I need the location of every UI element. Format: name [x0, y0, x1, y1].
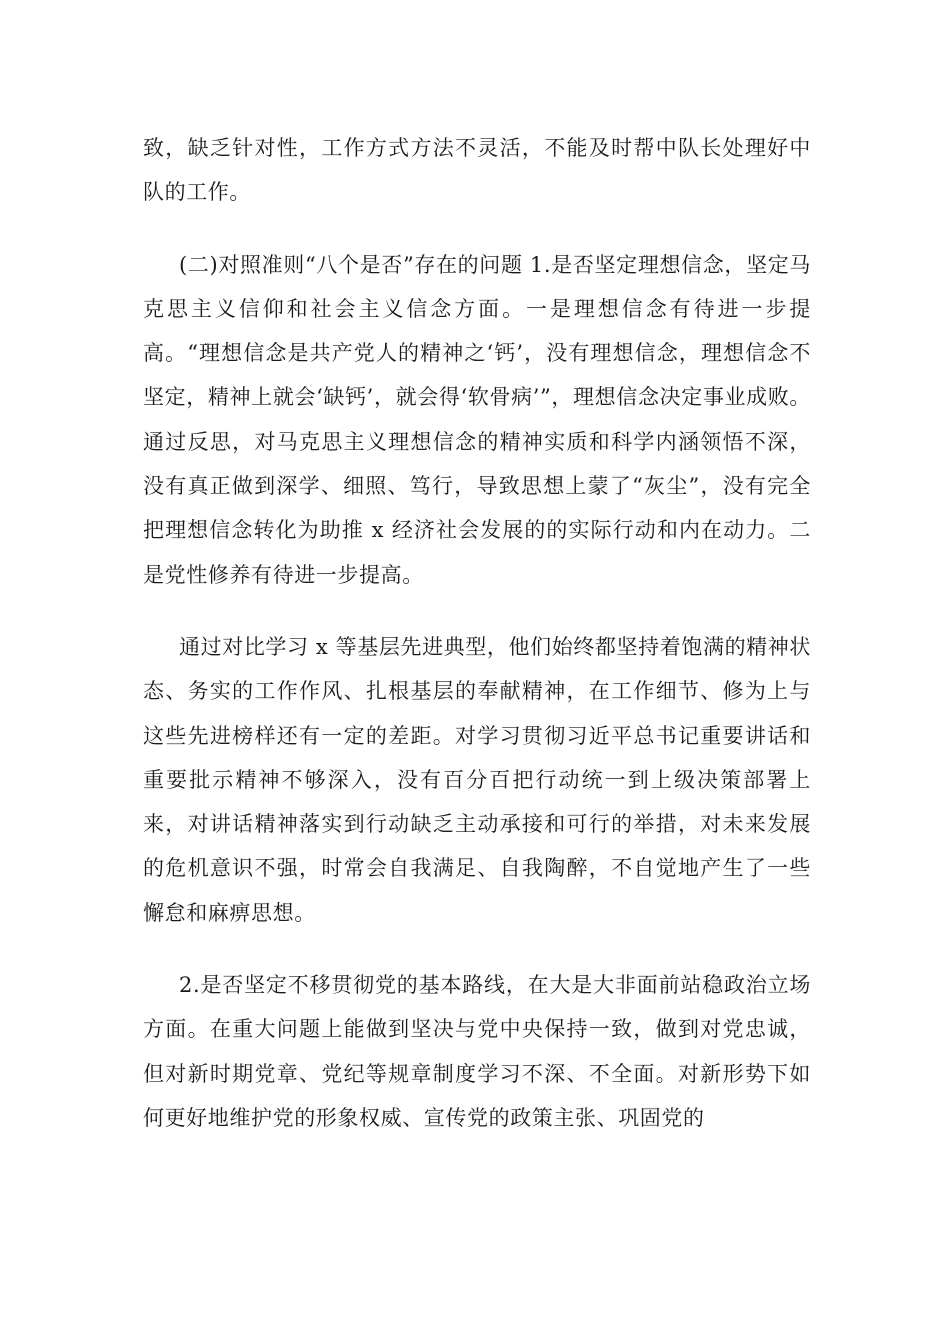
paragraph-section-two: (二)对照准则“八个是否”存在的问题 1.是否坚定理想信念，坚定马克思主义信仰和社会主义信念方面。一是理想信念有待进一步提高。“理想信念是共产党人的精神之‘钙’，没有理想信念，理想信念不坚定，精神上就会‘缺钙’，就会得‘软骨病’”，理想信念决定事业成败。通过反思，对马克思主义理想信念的精神实质和科学内涵领悟不深，没有真正做到深学、细照、笃行，导致思想上蒙了“灰尘”，没有完全把理想信念转化为助推 x 经济社会发展的的实际行动和内在动力。二是党性修养有待进一步提高。: [143, 252, 811, 587]
paragraph-continuation: 致，缺乏针对性，工作方式方法不灵活，不能及时帮中队长处理好中队的工作。: [143, 136, 811, 205]
paragraph-comparison: 通过对比学习 x 等基层先进典型，他们始终都坚持着饱满的精神状态、务实的工作作风、扎根基层的奉献精神，在工作细节、修为上与这些先进榜样还有一定的差距。对学习贯彻习近平总书记重要讲话和重要批示精神不够深入，没有百分百把行动统一到上级决策部署上来，对讲话精神落实到行动缺乏主动承接和可行的举措，对未来发展的危机意识不强，时常会自我满足、自我陶醉，不自觉地产生了一些懈怠和麻痹思想。: [143, 634, 811, 925]
document-body: [143, 126, 811, 1140]
paragraph-item-two: 2.是否坚定不移贯彻党的基本路线，在大是大非面前站稳政治立场方面。在重大问题上能做到坚决与党中央保持一致，做到对党忠诚，但对新时期党章、党纪等规章制度学习不深、不全面。对新形势下如何更好地维护党的形象权威、宣传党的政策主张、巩固党的: [143, 973, 811, 1130]
